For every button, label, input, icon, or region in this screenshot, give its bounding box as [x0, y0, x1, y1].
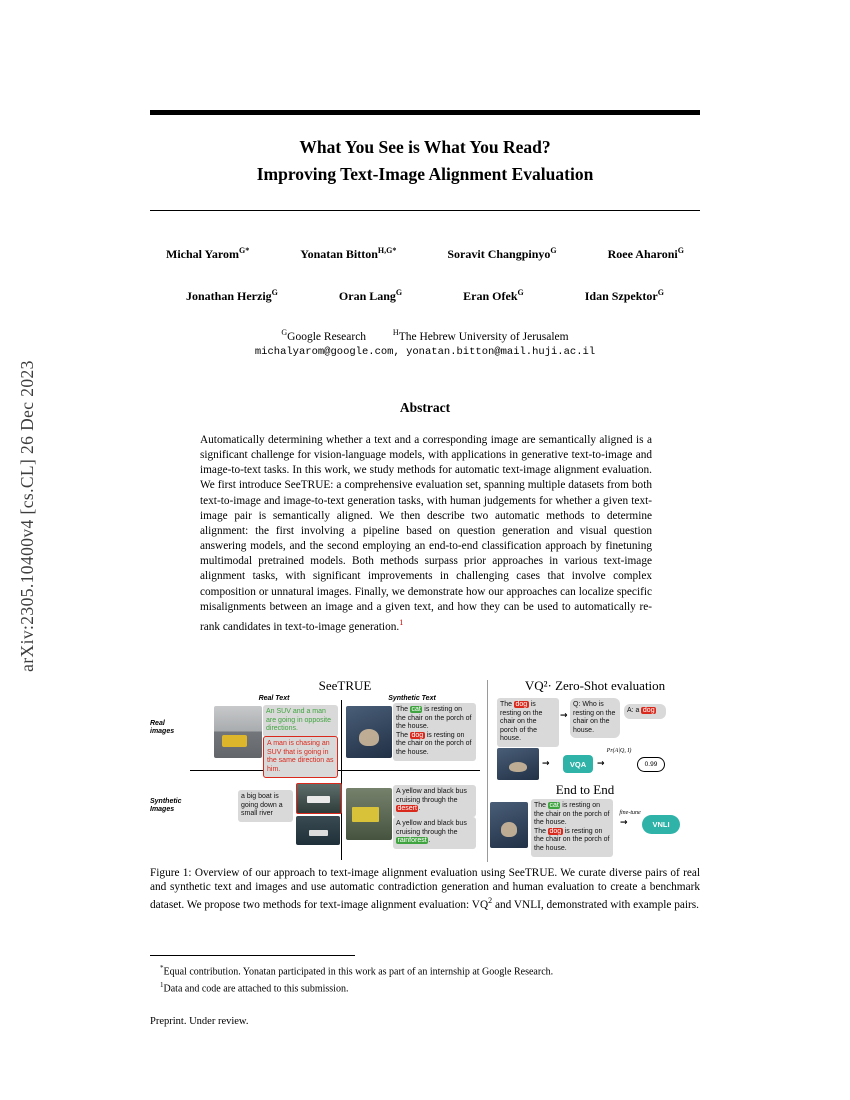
figure-caption	[150, 866, 700, 912]
author-sup: G	[657, 288, 664, 297]
caption-post: is resting on the chair on the porch of the house.	[500, 701, 543, 743]
author	[186, 288, 278, 304]
panel-separator	[487, 680, 488, 862]
arrow-right-icon: →	[620, 818, 628, 828]
author-sup: G	[395, 288, 403, 297]
boat-caption-box: a big boat is going down a small river	[238, 790, 293, 822]
arrow-right-icon: →	[597, 759, 605, 769]
desert-highlight: desert	[397, 805, 417, 813]
arrow-right-icon: →	[560, 711, 568, 721]
figure-1	[150, 678, 700, 864]
dog-highlight: dog	[642, 707, 655, 714]
seetrue-title: SeeTRUE	[318, 678, 372, 693]
author-sup: G*	[239, 246, 250, 255]
col-label-real-text: Real Text	[258, 695, 290, 702]
boat-image-mismatch	[296, 783, 342, 814]
suv-aligned-caption: An SUV and a man are going in opposite directions.	[263, 705, 338, 737]
author-sup: G	[271, 288, 278, 297]
caption-pre: The	[396, 731, 411, 739]
author	[300, 246, 396, 262]
footnote-ref-link[interactable]: 1	[399, 617, 404, 627]
vnli-model-box: VNLI	[642, 815, 680, 834]
author-sup: H,G*	[377, 246, 397, 255]
caption-pre: The	[500, 701, 515, 708]
authors-row-2	[150, 288, 700, 304]
top-rule	[150, 110, 700, 115]
affiliation-sup: H	[392, 328, 399, 337]
caption-post: and VNLI, demonstrated with example pairs.	[492, 899, 699, 912]
caption-pre: A yellow and black bus cruising through the	[396, 788, 467, 804]
paper-title-line2: Improving Text-Image Alignment Evaluation	[256, 164, 594, 184]
abstract-heading: Abstract	[399, 400, 451, 415]
author-name: Oran Lang	[338, 289, 396, 303]
boat-image-match	[296, 816, 340, 845]
author-sup: G	[517, 288, 524, 297]
row-label-real-images: Real images	[150, 720, 175, 735]
caption-post: is resting on the chair on the porch of the house.	[534, 827, 610, 852]
author	[608, 246, 684, 262]
caption-sup: 2	[488, 896, 493, 906]
affiliation-name: The Hebrew University of Jerusalem	[398, 330, 569, 343]
author-name: Eran Ofek	[463, 289, 518, 303]
generated-answer-box	[624, 704, 666, 719]
author	[447, 246, 556, 262]
footnote-text: Data and code are attached to this submission.	[163, 983, 349, 995]
affiliation-sup: G	[281, 328, 288, 337]
footnote-rule	[150, 955, 355, 956]
grid-vertical-divider	[341, 700, 342, 860]
finetune-label: fine-tune	[619, 810, 641, 816]
caption-pre: Figure 1: Overview of our approach to text-image alignment evaluation using SeeTRUE. We curate diverse pairs of real and synthetic text and images and use automatic contradiction generation and human evaluation to create a benchmark dataset. We propose two methods for text-image alignment evaluation: VQ	[150, 867, 700, 912]
abstract-body	[200, 433, 652, 635]
affiliation-google	[281, 328, 367, 343]
catdog-caption-box	[393, 703, 476, 761]
cat-highlight: cat	[549, 802, 559, 809]
dog-highlight: dog	[515, 701, 528, 708]
vq2-title: VQ²· Zero-Shot evaluation	[524, 678, 666, 693]
author	[166, 246, 249, 262]
footnote-equal-contribution	[150, 962, 700, 978]
caption-post: .	[418, 805, 421, 813]
caption-post: is resting on the chair on the porch of the house.	[396, 731, 472, 756]
author	[585, 288, 664, 304]
caption-pre: The	[534, 802, 549, 809]
dog-highlight: dog	[549, 827, 562, 835]
preprint-notice: Preprint. Under review.	[150, 1016, 249, 1027]
row-label-synthetic-images: Synthetic Images	[150, 798, 182, 813]
col-label-synthetic-text: Synthetic Text	[388, 695, 436, 702]
alignment-score: 0.99	[637, 757, 665, 772]
dog-highlight: dog	[411, 731, 424, 739]
author	[463, 288, 524, 304]
arrow-right-icon: →	[542, 759, 550, 769]
footnote-text: Equal contribution. Yonatan participated in this work as part of an internship at Google Research.	[163, 966, 554, 978]
caption-pre: A yellow and black bus cruising through the	[396, 820, 467, 836]
author-name: Jonathan Herzig	[186, 289, 272, 303]
author-name: Yonatan Bitton	[300, 247, 378, 261]
author-sup: G	[677, 246, 684, 255]
caption-post: is resting on the chair on the porch of the house.	[534, 802, 610, 827]
arxiv-watermark: arXiv:2305.10400v4 [cs.CL] 26 Dec 2023	[17, 360, 37, 672]
author	[339, 288, 402, 304]
author-name: Michal Yarom	[166, 247, 239, 261]
dog-porch-image	[346, 706, 392, 758]
author-name: Roee Aharoni	[607, 247, 678, 261]
footnote-data-code	[150, 979, 700, 995]
author-name: Idan Szpektor	[584, 289, 658, 303]
end2end-input-image	[490, 802, 528, 848]
bus-desert-caption-box	[393, 785, 476, 817]
footnote-marker: 1	[160, 981, 164, 989]
vq2-caption-box	[497, 698, 559, 747]
footnote-marker: *	[160, 964, 164, 972]
vqa-model-box: VQA	[563, 755, 593, 773]
caption-pre: The	[534, 827, 549, 835]
authors-row-1	[150, 246, 700, 262]
end-to-end-title: End to End	[555, 782, 615, 797]
affiliation-huji	[392, 328, 569, 343]
author-sup: G	[550, 246, 557, 255]
caption-post: .	[428, 837, 431, 845]
author-emails: michalyarom@google.com, yonatan.bitton@mail.huji.ac.il	[254, 346, 596, 358]
title-rule	[150, 210, 700, 211]
paper-title	[150, 134, 700, 188]
caption-post: is resting on the chair on the porch of the house.	[396, 706, 472, 731]
generated-question-box: Q: Who is resting on the chair on the house.	[570, 698, 620, 738]
answer-pre: A: a	[627, 707, 642, 714]
caption-pre: The	[396, 706, 411, 713]
cat-highlight: cat	[411, 706, 421, 713]
rainforest-highlight: rainforest	[397, 837, 427, 845]
paper-title-line1: What You See is What You Read?	[299, 137, 551, 157]
affiliation-name: Google Research	[287, 330, 367, 343]
author-name: Soravit Changpinyo	[447, 247, 551, 261]
bus-image	[346, 788, 392, 840]
end2end-caption-box	[531, 799, 613, 857]
suv-contradiction-caption: A man is chasing an SUV that is going in the same direction as him.	[263, 736, 338, 778]
probability-label: Pr(A|Q, I)	[606, 748, 632, 754]
affiliations	[150, 328, 700, 343]
bus-rainforest-caption-box	[393, 817, 476, 849]
abstract-text: Automatically determining whether a text and a corresponding image are semantically aligned is a significant challenge for vision-language models, with applications in generative text-to-image and image-to-text tasks. In this work, we study methods for automatic text-image alignment evaluation. We first introduce SeeTRUE: a comprehensive evaluation set, spanning multiple datasets from both text-to-image and image-to-text generation tasks, with human judgements for whether a given text-image pair is semantically aligned. We then describe two automatic methods to determine alignment: the first involving a pipeline based on question generation and visual question answering models, and the second employing an end-to-end classification approach by finetuning multimodal pretrained models. Both methods surpass prior approaches in various text-image alignment tasks, with significant improvements in challenging cases that involve complex composition or unnatural images. Finally, we demonstrate how our approaches can localize specific misalignments between an image and a given text, and how they can be used to automatically re-rank candidates in text-to-image generation.	[200, 434, 652, 633]
suv-street-image	[214, 706, 262, 758]
vq2-input-image	[497, 748, 539, 780]
